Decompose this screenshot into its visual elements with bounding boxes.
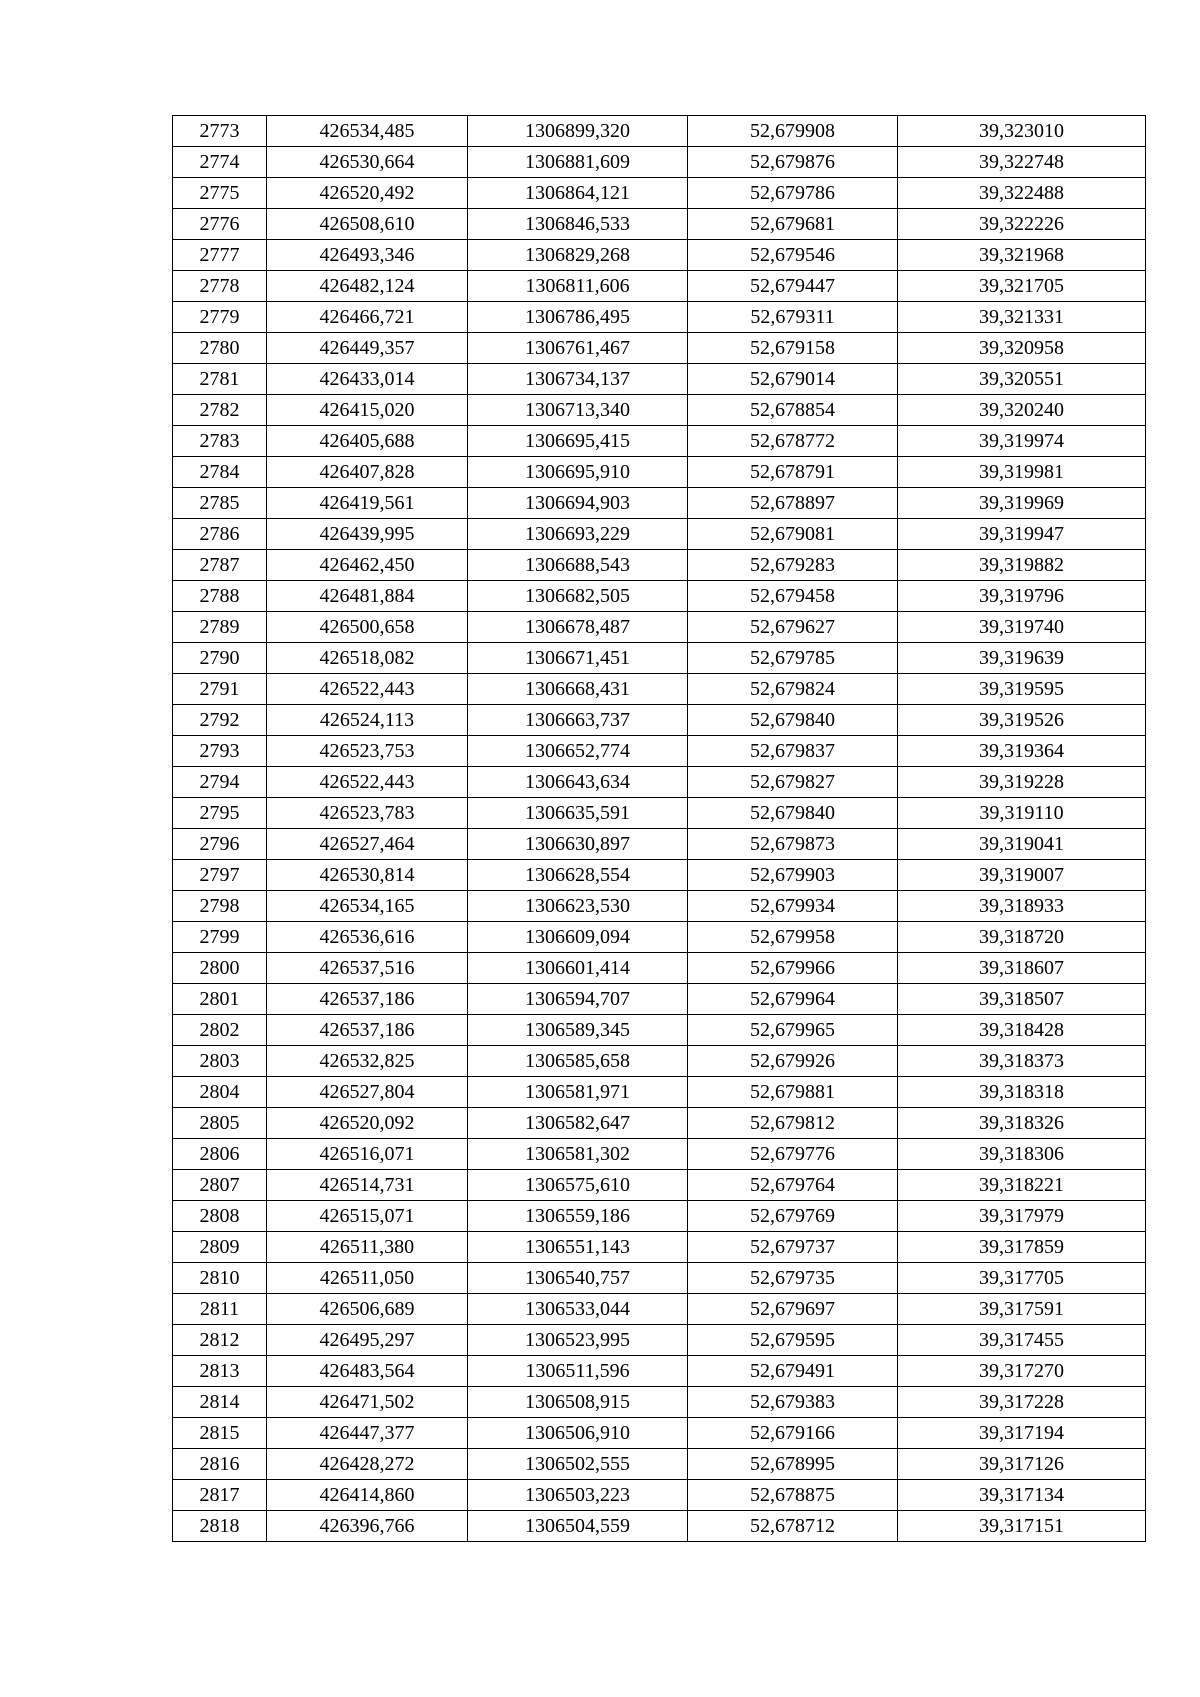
y-coordinate-cell: 1306628,554 xyxy=(468,860,688,891)
longitude-cell: 39,319981 xyxy=(898,457,1146,488)
x-coordinate-cell: 426516,071 xyxy=(267,1139,468,1170)
point-number-cell: 2797 xyxy=(173,860,267,891)
y-coordinate-cell: 1306623,530 xyxy=(468,891,688,922)
point-number-cell: 2788 xyxy=(173,581,267,612)
longitude-cell: 39,317591 xyxy=(898,1294,1146,1325)
latitude-cell: 52,678995 xyxy=(688,1449,898,1480)
longitude-cell: 39,317228 xyxy=(898,1387,1146,1418)
point-number-cell: 2811 xyxy=(173,1294,267,1325)
x-coordinate-cell: 426439,995 xyxy=(267,519,468,550)
longitude-cell: 39,319110 xyxy=(898,798,1146,829)
x-coordinate-cell: 426415,020 xyxy=(267,395,468,426)
coordinate-table-body xyxy=(173,116,1146,1542)
longitude-cell: 39,319364 xyxy=(898,736,1146,767)
x-coordinate-cell: 426407,828 xyxy=(267,457,468,488)
point-number-cell: 2802 xyxy=(173,1015,267,1046)
x-coordinate-cell: 426515,071 xyxy=(267,1201,468,1232)
y-coordinate-cell: 1306695,415 xyxy=(468,426,688,457)
point-number-cell: 2816 xyxy=(173,1449,267,1480)
point-number-cell: 2814 xyxy=(173,1387,267,1418)
latitude-cell: 52,679837 xyxy=(688,736,898,767)
point-number-cell: 2780 xyxy=(173,333,267,364)
latitude-cell: 52,679903 xyxy=(688,860,898,891)
table-row xyxy=(173,1511,1146,1542)
y-coordinate-cell: 1306511,596 xyxy=(468,1356,688,1387)
x-coordinate-cell: 426523,783 xyxy=(267,798,468,829)
table-row xyxy=(173,1170,1146,1201)
table-row xyxy=(173,984,1146,1015)
table-row xyxy=(173,1046,1146,1077)
x-coordinate-cell: 426500,658 xyxy=(267,612,468,643)
y-coordinate-cell: 1306589,345 xyxy=(468,1015,688,1046)
longitude-cell: 39,319882 xyxy=(898,550,1146,581)
x-coordinate-cell: 426527,464 xyxy=(267,829,468,860)
point-number-cell: 2807 xyxy=(173,1170,267,1201)
table-row xyxy=(173,1387,1146,1418)
y-coordinate-cell: 1306582,647 xyxy=(468,1108,688,1139)
point-number-cell: 2804 xyxy=(173,1077,267,1108)
table-row xyxy=(173,178,1146,209)
longitude-cell: 39,317194 xyxy=(898,1418,1146,1449)
x-coordinate-cell: 426523,753 xyxy=(267,736,468,767)
table-row xyxy=(173,364,1146,395)
x-coordinate-cell: 426511,050 xyxy=(267,1263,468,1294)
point-number-cell: 2808 xyxy=(173,1201,267,1232)
coordinate-table xyxy=(172,115,1146,1542)
x-coordinate-cell: 426511,380 xyxy=(267,1232,468,1263)
latitude-cell: 52,679926 xyxy=(688,1046,898,1077)
table-row xyxy=(173,674,1146,705)
x-coordinate-cell: 426518,082 xyxy=(267,643,468,674)
y-coordinate-cell: 1306693,229 xyxy=(468,519,688,550)
y-coordinate-cell: 1306668,431 xyxy=(468,674,688,705)
x-coordinate-cell: 426482,124 xyxy=(267,271,468,302)
y-coordinate-cell: 1306846,533 xyxy=(468,209,688,240)
latitude-cell: 52,679769 xyxy=(688,1201,898,1232)
latitude-cell: 52,679827 xyxy=(688,767,898,798)
latitude-cell: 52,679786 xyxy=(688,178,898,209)
longitude-cell: 39,317979 xyxy=(898,1201,1146,1232)
x-coordinate-cell: 426537,186 xyxy=(267,1015,468,1046)
y-coordinate-cell: 1306523,995 xyxy=(468,1325,688,1356)
longitude-cell: 39,318933 xyxy=(898,891,1146,922)
longitude-cell: 39,321968 xyxy=(898,240,1146,271)
y-coordinate-cell: 1306688,543 xyxy=(468,550,688,581)
point-number-cell: 2792 xyxy=(173,705,267,736)
y-coordinate-cell: 1306504,559 xyxy=(468,1511,688,1542)
point-number-cell: 2774 xyxy=(173,147,267,178)
y-coordinate-cell: 1306695,910 xyxy=(468,457,688,488)
latitude-cell: 52,679014 xyxy=(688,364,898,395)
longitude-cell: 39,322748 xyxy=(898,147,1146,178)
table-row xyxy=(173,395,1146,426)
x-coordinate-cell: 426462,450 xyxy=(267,550,468,581)
longitude-cell: 39,319526 xyxy=(898,705,1146,736)
longitude-cell: 39,320958 xyxy=(898,333,1146,364)
y-coordinate-cell: 1306682,505 xyxy=(468,581,688,612)
x-coordinate-cell: 426527,804 xyxy=(267,1077,468,1108)
y-coordinate-cell: 1306786,495 xyxy=(468,302,688,333)
latitude-cell: 52,679491 xyxy=(688,1356,898,1387)
point-number-cell: 2784 xyxy=(173,457,267,488)
latitude-cell: 52,679458 xyxy=(688,581,898,612)
y-coordinate-cell: 1306630,897 xyxy=(468,829,688,860)
y-coordinate-cell: 1306678,487 xyxy=(468,612,688,643)
latitude-cell: 52,679158 xyxy=(688,333,898,364)
y-coordinate-cell: 1306761,467 xyxy=(468,333,688,364)
longitude-cell: 39,319041 xyxy=(898,829,1146,860)
y-coordinate-cell: 1306671,451 xyxy=(468,643,688,674)
point-number-cell: 2785 xyxy=(173,488,267,519)
latitude-cell: 52,679964 xyxy=(688,984,898,1015)
longitude-cell: 39,317270 xyxy=(898,1356,1146,1387)
longitude-cell: 39,322226 xyxy=(898,209,1146,240)
point-number-cell: 2815 xyxy=(173,1418,267,1449)
latitude-cell: 52,679447 xyxy=(688,271,898,302)
longitude-cell: 39,319947 xyxy=(898,519,1146,550)
y-coordinate-cell: 1306829,268 xyxy=(468,240,688,271)
latitude-cell: 52,679595 xyxy=(688,1325,898,1356)
latitude-cell: 52,679166 xyxy=(688,1418,898,1449)
table-row xyxy=(173,1294,1146,1325)
table-row xyxy=(173,302,1146,333)
x-coordinate-cell: 426419,561 xyxy=(267,488,468,519)
x-coordinate-cell: 426522,443 xyxy=(267,674,468,705)
latitude-cell: 52,679735 xyxy=(688,1263,898,1294)
table-row xyxy=(173,1108,1146,1139)
y-coordinate-cell: 1306713,340 xyxy=(468,395,688,426)
table-row xyxy=(173,736,1146,767)
y-coordinate-cell: 1306585,658 xyxy=(468,1046,688,1077)
table-row xyxy=(173,488,1146,519)
point-number-cell: 2779 xyxy=(173,302,267,333)
point-number-cell: 2787 xyxy=(173,550,267,581)
x-coordinate-cell: 426520,092 xyxy=(267,1108,468,1139)
y-coordinate-cell: 1306506,910 xyxy=(468,1418,688,1449)
table-row xyxy=(173,1139,1146,1170)
point-number-cell: 2794 xyxy=(173,767,267,798)
point-number-cell: 2782 xyxy=(173,395,267,426)
point-number-cell: 2805 xyxy=(173,1108,267,1139)
longitude-cell: 39,319639 xyxy=(898,643,1146,674)
x-coordinate-cell: 426466,721 xyxy=(267,302,468,333)
x-coordinate-cell: 426506,689 xyxy=(267,1294,468,1325)
latitude-cell: 52,679776 xyxy=(688,1139,898,1170)
x-coordinate-cell: 426414,860 xyxy=(267,1480,468,1511)
point-number-cell: 2806 xyxy=(173,1139,267,1170)
y-coordinate-cell: 1306533,044 xyxy=(468,1294,688,1325)
point-number-cell: 2773 xyxy=(173,116,267,147)
table-row xyxy=(173,1480,1146,1511)
latitude-cell: 52,679876 xyxy=(688,147,898,178)
x-coordinate-cell: 426405,688 xyxy=(267,426,468,457)
table-row xyxy=(173,333,1146,364)
latitude-cell: 52,679081 xyxy=(688,519,898,550)
longitude-cell: 39,319974 xyxy=(898,426,1146,457)
table-row xyxy=(173,922,1146,953)
point-number-cell: 2781 xyxy=(173,364,267,395)
y-coordinate-cell: 1306594,707 xyxy=(468,984,688,1015)
longitude-cell: 39,322488 xyxy=(898,178,1146,209)
table-row xyxy=(173,1418,1146,1449)
longitude-cell: 39,319228 xyxy=(898,767,1146,798)
x-coordinate-cell: 426481,884 xyxy=(267,581,468,612)
point-number-cell: 2809 xyxy=(173,1232,267,1263)
y-coordinate-cell: 1306652,774 xyxy=(468,736,688,767)
x-coordinate-cell: 426493,346 xyxy=(267,240,468,271)
x-coordinate-cell: 426534,485 xyxy=(267,116,468,147)
y-coordinate-cell: 1306881,609 xyxy=(468,147,688,178)
point-number-cell: 2789 xyxy=(173,612,267,643)
latitude-cell: 52,679965 xyxy=(688,1015,898,1046)
latitude-cell: 52,679908 xyxy=(688,116,898,147)
table-row xyxy=(173,767,1146,798)
table-row xyxy=(173,798,1146,829)
y-coordinate-cell: 1306663,737 xyxy=(468,705,688,736)
longitude-cell: 39,318221 xyxy=(898,1170,1146,1201)
point-number-cell: 2790 xyxy=(173,643,267,674)
table-row xyxy=(173,860,1146,891)
longitude-cell: 39,318373 xyxy=(898,1046,1146,1077)
x-coordinate-cell: 426449,357 xyxy=(267,333,468,364)
point-number-cell: 2799 xyxy=(173,922,267,953)
x-coordinate-cell: 426532,825 xyxy=(267,1046,468,1077)
table-row xyxy=(173,457,1146,488)
y-coordinate-cell: 1306864,121 xyxy=(468,178,688,209)
longitude-cell: 39,319796 xyxy=(898,581,1146,612)
x-coordinate-cell: 426495,297 xyxy=(267,1325,468,1356)
y-coordinate-cell: 1306503,223 xyxy=(468,1480,688,1511)
y-coordinate-cell: 1306559,186 xyxy=(468,1201,688,1232)
table-row xyxy=(173,1201,1146,1232)
latitude-cell: 52,678772 xyxy=(688,426,898,457)
longitude-cell: 39,317134 xyxy=(898,1480,1146,1511)
latitude-cell: 52,678875 xyxy=(688,1480,898,1511)
table-row xyxy=(173,209,1146,240)
point-number-cell: 2777 xyxy=(173,240,267,271)
table-row xyxy=(173,705,1146,736)
table-row xyxy=(173,581,1146,612)
table-row xyxy=(173,1232,1146,1263)
longitude-cell: 39,320240 xyxy=(898,395,1146,426)
longitude-cell: 39,323010 xyxy=(898,116,1146,147)
latitude-cell: 52,679824 xyxy=(688,674,898,705)
longitude-cell: 39,317126 xyxy=(898,1449,1146,1480)
latitude-cell: 52,679311 xyxy=(688,302,898,333)
longitude-cell: 39,317705 xyxy=(898,1263,1146,1294)
latitude-cell: 52,678791 xyxy=(688,457,898,488)
latitude-cell: 52,679840 xyxy=(688,798,898,829)
latitude-cell: 52,678712 xyxy=(688,1511,898,1542)
latitude-cell: 52,679812 xyxy=(688,1108,898,1139)
latitude-cell: 52,678854 xyxy=(688,395,898,426)
point-number-cell: 2800 xyxy=(173,953,267,984)
latitude-cell: 52,679966 xyxy=(688,953,898,984)
longitude-cell: 39,317455 xyxy=(898,1325,1146,1356)
y-coordinate-cell: 1306581,302 xyxy=(468,1139,688,1170)
table-row xyxy=(173,953,1146,984)
table-row xyxy=(173,1263,1146,1294)
y-coordinate-cell: 1306734,137 xyxy=(468,364,688,395)
table-row xyxy=(173,829,1146,860)
longitude-cell: 39,319969 xyxy=(898,488,1146,519)
x-coordinate-cell: 426537,186 xyxy=(267,984,468,1015)
latitude-cell: 52,679785 xyxy=(688,643,898,674)
latitude-cell: 52,679627 xyxy=(688,612,898,643)
latitude-cell: 52,679546 xyxy=(688,240,898,271)
x-coordinate-cell: 426524,113 xyxy=(267,705,468,736)
longitude-cell: 39,318306 xyxy=(898,1139,1146,1170)
y-coordinate-cell: 1306609,094 xyxy=(468,922,688,953)
longitude-cell: 39,321331 xyxy=(898,302,1146,333)
x-coordinate-cell: 426471,502 xyxy=(267,1387,468,1418)
x-coordinate-cell: 426537,516 xyxy=(267,953,468,984)
x-coordinate-cell: 426483,564 xyxy=(267,1356,468,1387)
longitude-cell: 39,318720 xyxy=(898,922,1146,953)
point-number-cell: 2817 xyxy=(173,1480,267,1511)
latitude-cell: 52,679681 xyxy=(688,209,898,240)
y-coordinate-cell: 1306601,414 xyxy=(468,953,688,984)
table-row xyxy=(173,147,1146,178)
x-coordinate-cell: 426396,766 xyxy=(267,1511,468,1542)
latitude-cell: 52,679383 xyxy=(688,1387,898,1418)
y-coordinate-cell: 1306581,971 xyxy=(468,1077,688,1108)
point-number-cell: 2775 xyxy=(173,178,267,209)
longitude-cell: 39,319595 xyxy=(898,674,1146,705)
latitude-cell: 52,679958 xyxy=(688,922,898,953)
point-number-cell: 2803 xyxy=(173,1046,267,1077)
latitude-cell: 52,678897 xyxy=(688,488,898,519)
table-row xyxy=(173,271,1146,302)
table-row xyxy=(173,643,1146,674)
x-coordinate-cell: 426447,377 xyxy=(267,1418,468,1449)
y-coordinate-cell: 1306502,555 xyxy=(468,1449,688,1480)
y-coordinate-cell: 1306551,143 xyxy=(468,1232,688,1263)
longitude-cell: 39,318607 xyxy=(898,953,1146,984)
table-row xyxy=(173,891,1146,922)
table-row xyxy=(173,612,1146,643)
latitude-cell: 52,679873 xyxy=(688,829,898,860)
table-row xyxy=(173,1449,1146,1480)
table-row xyxy=(173,550,1146,581)
longitude-cell: 39,320551 xyxy=(898,364,1146,395)
x-coordinate-cell: 426514,731 xyxy=(267,1170,468,1201)
y-coordinate-cell: 1306899,320 xyxy=(468,116,688,147)
point-number-cell: 2810 xyxy=(173,1263,267,1294)
table-row xyxy=(173,240,1146,271)
point-number-cell: 2776 xyxy=(173,209,267,240)
latitude-cell: 52,679283 xyxy=(688,550,898,581)
table-row xyxy=(173,1077,1146,1108)
point-number-cell: 2801 xyxy=(173,984,267,1015)
point-number-cell: 2813 xyxy=(173,1356,267,1387)
longitude-cell: 39,319007 xyxy=(898,860,1146,891)
x-coordinate-cell: 426534,165 xyxy=(267,891,468,922)
table-row xyxy=(173,426,1146,457)
latitude-cell: 52,679697 xyxy=(688,1294,898,1325)
x-coordinate-cell: 426536,616 xyxy=(267,922,468,953)
longitude-cell: 39,317859 xyxy=(898,1232,1146,1263)
x-coordinate-cell: 426522,443 xyxy=(267,767,468,798)
x-coordinate-cell: 426530,664 xyxy=(267,147,468,178)
latitude-cell: 52,679840 xyxy=(688,705,898,736)
y-coordinate-cell: 1306540,757 xyxy=(468,1263,688,1294)
latitude-cell: 52,679764 xyxy=(688,1170,898,1201)
x-coordinate-cell: 426520,492 xyxy=(267,178,468,209)
latitude-cell: 52,679881 xyxy=(688,1077,898,1108)
y-coordinate-cell: 1306811,606 xyxy=(468,271,688,302)
point-number-cell: 2798 xyxy=(173,891,267,922)
longitude-cell: 39,319740 xyxy=(898,612,1146,643)
point-number-cell: 2793 xyxy=(173,736,267,767)
table-row xyxy=(173,519,1146,550)
y-coordinate-cell: 1306694,903 xyxy=(468,488,688,519)
point-number-cell: 2818 xyxy=(173,1511,267,1542)
point-number-cell: 2786 xyxy=(173,519,267,550)
latitude-cell: 52,679737 xyxy=(688,1232,898,1263)
point-number-cell: 2796 xyxy=(173,829,267,860)
table-row xyxy=(173,1015,1146,1046)
longitude-cell: 39,318507 xyxy=(898,984,1146,1015)
y-coordinate-cell: 1306635,591 xyxy=(468,798,688,829)
table-row xyxy=(173,1325,1146,1356)
x-coordinate-cell: 426508,610 xyxy=(267,209,468,240)
y-coordinate-cell: 1306643,634 xyxy=(468,767,688,798)
longitude-cell: 39,318326 xyxy=(898,1108,1146,1139)
y-coordinate-cell: 1306575,610 xyxy=(468,1170,688,1201)
longitude-cell: 39,321705 xyxy=(898,271,1146,302)
x-coordinate-cell: 426433,014 xyxy=(267,364,468,395)
longitude-cell: 39,318318 xyxy=(898,1077,1146,1108)
table-row xyxy=(173,1356,1146,1387)
point-number-cell: 2795 xyxy=(173,798,267,829)
latitude-cell: 52,679934 xyxy=(688,891,898,922)
point-number-cell: 2791 xyxy=(173,674,267,705)
point-number-cell: 2778 xyxy=(173,271,267,302)
longitude-cell: 39,317151 xyxy=(898,1511,1146,1542)
point-number-cell: 2812 xyxy=(173,1325,267,1356)
point-number-cell: 2783 xyxy=(173,426,267,457)
longitude-cell: 39,318428 xyxy=(898,1015,1146,1046)
table-row xyxy=(173,116,1146,147)
x-coordinate-cell: 426530,814 xyxy=(267,860,468,891)
x-coordinate-cell: 426428,272 xyxy=(267,1449,468,1480)
y-coordinate-cell: 1306508,915 xyxy=(468,1387,688,1418)
